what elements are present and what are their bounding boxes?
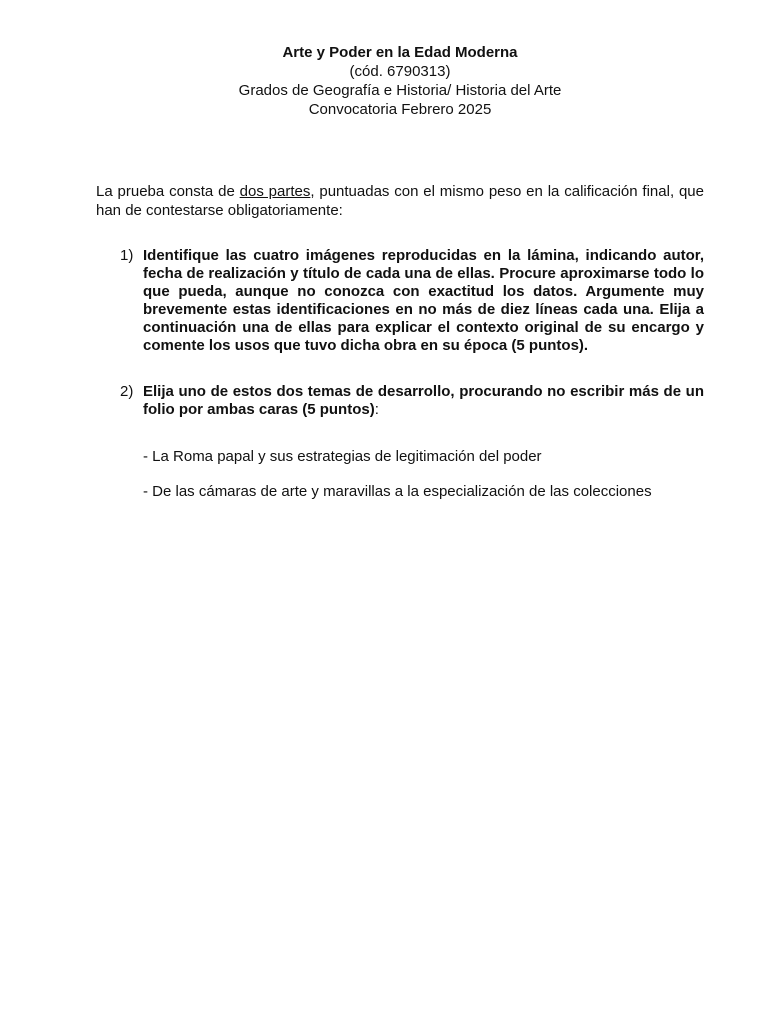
intro-paragraph xyxy=(96,182,704,220)
exam-session: Convocatoria Febrero 2025 xyxy=(308,101,492,118)
essay-topic-2: - De las cámaras de arte y maravillas a la especialización de las colecciones xyxy=(143,483,652,500)
course-code: (cód. 6790313) xyxy=(349,63,451,80)
degree-programs: Grados de Geografía e Historia/ Historia del Arte xyxy=(238,82,562,99)
question-text: Elija uno de estos dos temas de desarrollo, procurando no escribir más de un folio por ambas caras (5 puntos) xyxy=(143,383,704,418)
exam-header xyxy=(0,43,768,119)
question-text-container xyxy=(143,383,704,419)
question-2 xyxy=(120,383,704,419)
question-number: 1) xyxy=(120,247,134,264)
intro-text-after: , puntuadas con el mismo peso en la calificación final, que han de contestarse obligatoriamente: xyxy=(96,183,704,219)
question-text: Identifique las cuatro imágenes reproducidas en la lámina, indicando autor, fecha de realización y título de cada una de ellas. Procure aproximarse todo lo que pueda, aunque no conozca con exactitud los datos. Argumente muy brevemente estas identificaciones en no más de diez líneas cada una. Elija a continuación una de ellas para explicar el contexto original de su encargo y comente los usos que tuvo dicha obra en su época (5 puntos). xyxy=(143,247,704,354)
intro-text-before: La prueba consta de xyxy=(96,183,240,200)
essay-topic-1: - La Roma papal y sus estrategias de legitimación del poder xyxy=(143,448,542,465)
question-1 xyxy=(120,247,704,355)
question-text-suffix: : xyxy=(374,401,379,418)
course-title: Arte y Poder en la Edad Moderna xyxy=(282,44,518,61)
question-number: 2) xyxy=(120,383,134,400)
intro-underlined-text: dos partes xyxy=(239,183,311,200)
